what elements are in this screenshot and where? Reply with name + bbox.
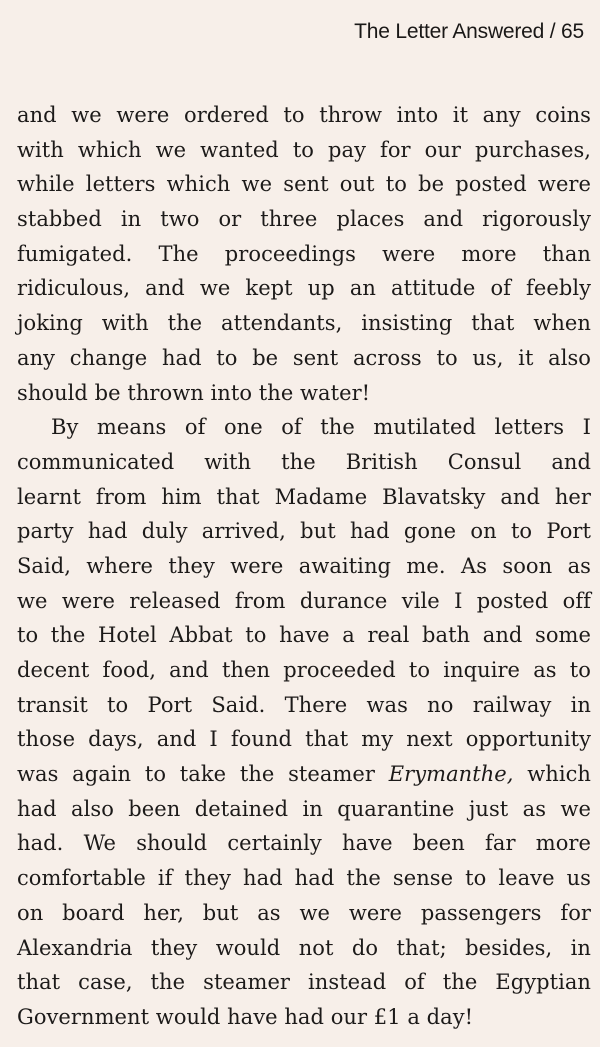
line-text-before-ship: was again to take the steamer (17, 762, 389, 787)
paragraph-2-line-16: Alexandria they would not do that; besides, in (17, 935, 591, 960)
paragraph-1-line-7: joking with the attendants, insisting that when (17, 311, 591, 336)
paragraph-1-line-3: while letters which we sent out to be posted were (17, 172, 591, 197)
paragraph-2-line-10: those days, and I found that my next opportunity (17, 727, 591, 752)
paragraph-2-line-14: comfortable if they had had the sense to leave us (17, 866, 591, 891)
paragraph-2-line-7: to the Hotel Abbat to have a real bath and some (17, 623, 591, 648)
paragraph-2-line-9: transit to Port Said. There was no railway in (17, 692, 591, 717)
paragraph-2-line-8: decent food, and then proceeded to inquire as to (17, 658, 591, 682)
paragraph-2-line-11 (17, 757, 591, 792)
body-text (17, 98, 591, 1035)
paragraph-1-line-6: ridiculous, and we kept up an attitude of feebly (17, 276, 591, 301)
paragraph-1-line-5: fumigated. The proceedings were more than (17, 241, 591, 266)
paragraph-2-line-18: Government would have had our £1 a day! (17, 1004, 474, 1029)
paragraph-1-line-8: any change had to be sent across to us, it also (17, 345, 591, 370)
paragraph-2-line-4: party had duly arrived, but had gone on to Port (17, 519, 591, 544)
paragraph-1-line-4: stabbed in two or three places and rigorously (17, 207, 591, 232)
paragraph-2-line-17: that case, the steamer instead of the Egyptian (17, 970, 591, 995)
ship-name: Erymanthe, (388, 762, 514, 787)
paragraph-1-line-1: and we were ordered to throw into it any coins (17, 103, 591, 127)
paragraph-2-line-3: learnt from him that Madame Blavatsky and her (17, 484, 591, 509)
line-text-after-ship: which (513, 762, 591, 787)
paragraph-1-line-9: should be thrown into the water! (17, 380, 371, 405)
paragraph-2-line-13: had. We should certainly have been far more (17, 831, 591, 856)
paragraph-2-line-2: communicated with the British Consul and (17, 449, 591, 474)
running-header: The Letter Answered / 65 (354, 20, 584, 43)
paragraph-1-line-2: with which we wanted to pay for our purchases, (17, 137, 591, 162)
paragraph-2-line-15: on board her, but as we were passengers for (17, 900, 591, 925)
paragraph-2-line-12: had also been detained in quarantine just as we (17, 796, 591, 821)
paragraph-2-line-6: we were released from durance vile I posted off (17, 588, 591, 613)
paragraph-2-line-1: By means of one of the mutilated letters I (51, 415, 591, 440)
paragraph-2-line-5: Said, where they were awaiting me. As soon as (17, 553, 591, 578)
